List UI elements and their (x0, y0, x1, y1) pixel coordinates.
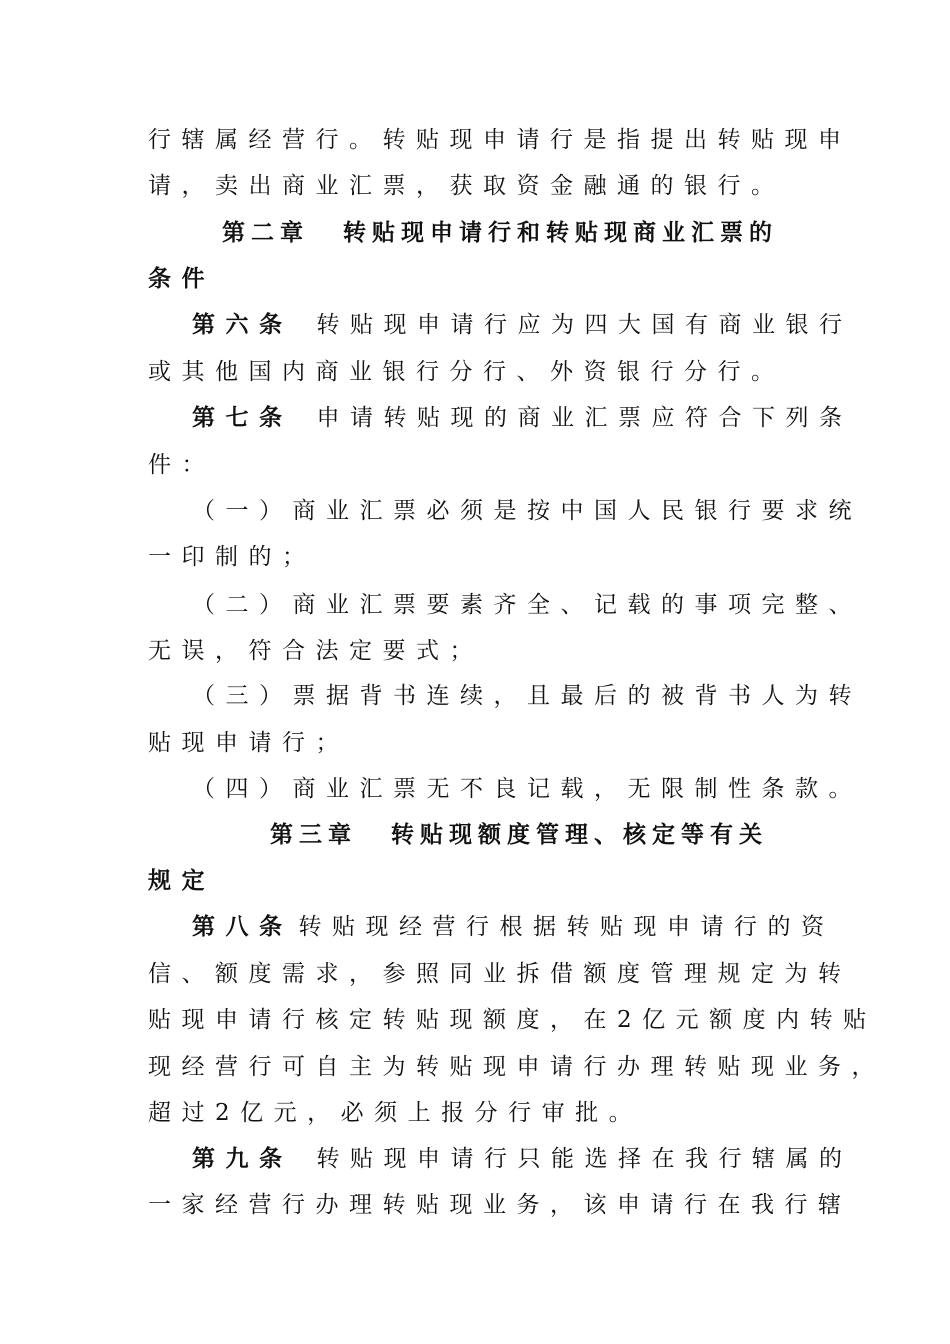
chapter-two-heading (222, 218, 778, 248)
paragraph-line: 信、额度需求，参照同业拆借额度管理规定为转 (148, 961, 852, 987)
article-text: 申请转贴现的商业汇票应符合下列条 (316, 405, 853, 431)
chapter-label: 第三章 (270, 822, 357, 848)
paragraph-line: 无误，符合法定要式； (148, 638, 483, 664)
chapter-title: 转贴现申请行和转贴现商业汇票的 (343, 220, 778, 246)
paragraph-line: 现经营行可自主为转贴现申请行办理转贴现业务， (148, 1054, 885, 1080)
article-eight (192, 912, 835, 942)
article-label: 第六条 (192, 312, 293, 338)
chapter-title-continued: 规定 (148, 868, 215, 894)
paragraph-line: 或其他国内商业银行分行、外资银行分行。 (148, 359, 785, 385)
article-seven (192, 403, 853, 433)
chapter-title: 转贴现额度管理、核定等有关 (391, 822, 768, 848)
paragraph-line: 贴现申请行； (148, 730, 349, 756)
paragraph-line: 件： (148, 452, 215, 478)
chapter-title-continued: 条件 (148, 266, 215, 292)
paragraph-line: 一印制的； (148, 544, 316, 570)
paragraph-line: 请，卖出商业汇票，获取资金融通的银行。 (148, 173, 785, 199)
article-label: 第九条 (192, 1146, 293, 1172)
list-item: （四）商业汇票无不良记载，无限制性条款。 (192, 776, 862, 802)
article-text: 转贴现经营行根据转贴现申请行的资 (298, 914, 835, 940)
chapter-label: 第二章 (222, 220, 309, 246)
article-label: 第八条 (192, 914, 293, 940)
list-item: （二）商业汇票要素齐全、记载的事项完整、 (192, 592, 862, 618)
list-item: （一）商业汇票必须是按中国人民银行要求统 (192, 498, 862, 524)
article-label: 第七条 (192, 405, 293, 431)
article-nine (192, 1144, 853, 1174)
article-text: 转贴现申请行应为四大国有商业银行 (316, 312, 853, 338)
paragraph-line: 行辖属经营行。转贴现申请行是指提出转贴现申 (148, 127, 852, 153)
article-text: 转贴现申请行只能选择在我行辖属的 (316, 1146, 853, 1172)
paragraph-line: 超过2亿元，必须上报分行审批。 (148, 1100, 643, 1126)
chapter-three-heading (270, 820, 768, 850)
paragraph-line: 贴现申请行核定转贴现额度，在2亿元额度内转贴 (148, 1007, 877, 1033)
article-six (192, 310, 853, 340)
paragraph-line: 一家经营行办理转贴现业务，该申请行在我行辖 (148, 1192, 852, 1218)
list-item: （三）票据背书连续，且最后的被背书人为转 (192, 683, 862, 709)
